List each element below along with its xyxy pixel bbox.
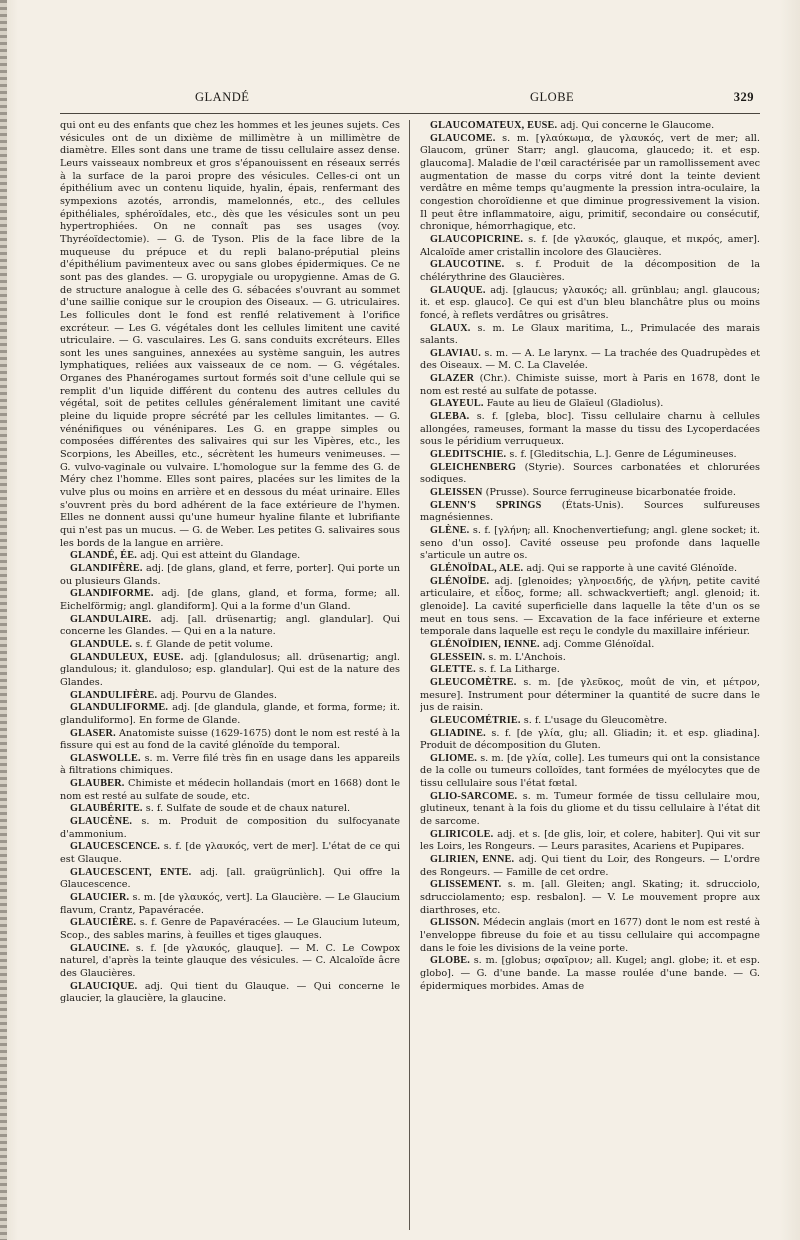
entry-definition: s. m. [γλαύκωμα, de γλαυκός, vert de mer; all. Glaucom, grüner Starr; angl. glaucoma, glaucedo; it. et esp. glaucoma]. Maladie de l'œil caractérisée par un ramollissement avec augmentation de masse du corps vitré dont la teinte devient verdâtre en même temps qu'augmente la pression intra-oculaire, la congestion choroïdienne et que diminue progressivement la vision. Il peut être inflammatoire, aigu, primitif, secondaire ou consécutif, chronique, hémorrhagique, etc. [420,132,760,233]
dictionary-entry [420,753,760,791]
entry-headword: GLESSEIN. [430,651,486,663]
dictionary-entry [420,829,760,854]
entry-definition: s. f. Sulfate de soude et de chaux naturel. [145,803,351,815]
dictionary-entry [60,652,400,690]
entry-headword: GLANDIFÈRE. [70,562,143,574]
binding-edge [0,0,7,1240]
entry-headword: GLÈNE. [430,525,470,536]
entry-definition: adj. et s. [de glis, loir, et colere, habiter]. Qui vit sur les Loirs, les Rongeurs. — Leurs parasites, Acariens et Pupipares. [420,828,760,853]
entry-definition: (Styrie). Sources carbonatées et chlorurées sodiques. [420,461,760,486]
entry-definition: (Chr.). Chimiste suisse, mort à Paris en 1678, dont le nom est resté au sulfate de potasse. [420,373,760,397]
dictionary-entry [420,854,760,879]
entry-headword: GLEISSEN [430,487,483,499]
entry-headword: GLANDIFORME. [70,588,154,600]
entry-definition: s. m. Produit de composition du sulfocyanate d'ammonium. [60,816,400,840]
entry-headword: GLANDÉ, ÉE. [70,550,138,562]
entry-headword: GLAUCESCENCE. [70,841,161,853]
dictionary-entry [420,285,760,323]
entry-headword: GLIO-SARCOME. [430,790,518,802]
entry-definition: adj. [glandulosus; all. drüsenartig; angl. glandulous; it. glanduloso; esp. glandular]. Qui est de la nature des Glandes. [60,651,400,688]
entry-definition: adj. [glaucus; γλαυκός; all. grünblau; angl. glaucous; it. et esp. glauco]. Ce qui est d'un bleu blanchâtre plus ou moins foncé, à reflets verdâtres ou grisâtres. [420,284,760,321]
entry-definition: s. m. [globus; σφαῖριον; all. Kugel; angl. globe; it. et esp. globo]. — G. d'une bande. La masse roulée d'une bande. — G. épidermiques morbides. Amas de [420,955,760,992]
dictionary-entry [420,259,760,284]
dictionary-entry [60,753,400,778]
entry-definition: s. f. [de γλαυκός, vert de mer]. L'état de ce qui est Glauque. [60,841,400,866]
entry-definition: s. m. [de γλεῦκος, moût de vin, et μέτρον, mesure]. Instrument pour déterminer la quantité de sucre dans le jus de raisin. [420,676,760,714]
entry-headword: GLAUQUE. [430,284,486,296]
dictionary-entry [60,867,400,892]
entry-definition: s. f. [de γλαυκός, glauque, et πικρός, amer]. Alcaloïde amer cristallin incolore des Glaucières. [420,233,760,258]
entry-definition: adj. Qui tient du Loir, des Rongeurs. — L'ordre des Rongeurs. — Famille de cet ordre. [420,854,760,878]
column-divider [409,120,410,1230]
dictionary-entry [60,639,400,652]
dictionary-entry [60,588,400,613]
entry-definition: s. m. Le Glaux maritima, L., Primulacée des marais salants. [420,322,760,347]
header-right-word: GLOBE [530,90,575,104]
entry-headword: GLAUCÈNE. [70,816,133,828]
entry-definition: s. m. L'Anchois. [488,651,566,663]
entry-definition: s. f. La Litharge. [478,664,560,676]
entry-headword: GLIRIEN, ENNE. [430,854,515,866]
dictionary-entry [60,614,400,639]
dictionary-entry [420,664,760,677]
dictionary-entry [420,955,760,993]
entry-headword: GLAUCOMATEUX, EUSE. [430,120,558,131]
entry-definition: s. f. [γλήνη; all. Knochenvertiefung; angl. glene socket; it. seno d'un osso]. Cavité osseuse peu profonde dans laquelle s'articule un autre os. [420,525,760,562]
entry-headword: GLAUCINE. [70,942,130,954]
dictionary-entry [420,715,760,728]
dictionary-entry [420,398,760,411]
entry-headword: GLAUCIER. [70,892,130,904]
entry-headword: GLAUCIQUE. [70,980,138,992]
entry-definition: adj. Qui concerne le Glaucome. [560,120,715,131]
entry-definition: s. m. Verre filé très fin en usage dans les appareils à filtrations chimiques. [60,752,400,777]
entry-headword: GLAZER [430,373,475,385]
entry-headword: GLANDULIFORME. [70,702,169,714]
dictionary-entry [420,563,760,576]
dictionary-entry [420,879,760,917]
dictionary-entry [420,120,760,133]
entry-definition: adj. Qui se rapporte à une cavité Glénoïde. [526,562,738,574]
entry-headword: GLÉNOÏDIEN, IENNE. [430,638,540,650]
dictionary-entry [420,348,760,373]
entry-definition: s. f. [gleba, bloc]. Tissu cellulaire charnu à cellules allongées, rameuses, formant la masse du tissu des Lycoperdacées sous le péridium verruqueux. [420,411,760,448]
entry-headword: GLISSON. [430,917,480,929]
entry-definition: Anatomiste suisse (1629-1675) dont le nom est resté à la fissure qui est au fond de la cavité glénoïde du temporal. [60,727,400,752]
entry-headword: GLAUX. [430,322,471,334]
entry-headword: GLAVIAU. [430,347,481,359]
header-rule [60,113,760,114]
entry-headword: GLOBE. [430,955,470,967]
entry-headword: GLASER. [70,727,116,739]
entry-definition: adj. [de glans, gland, et forma, forme; all. Eichelförmig; angl. glandiform]. Qui a la forme d'un Gland. [60,588,400,612]
entry-headword: GLEDITSCHIE. [430,449,507,461]
entry-headword: GLASWOLLE. [70,752,141,764]
entry-definition: s. m. [de γλία, colle]. Les tumeurs qui ont la consistance de la colle ou tumeurs colloïdes, tant formées de myélocytes que de tissu cellulaire sous l'état fœtal. [420,752,760,790]
dictionary-entry [420,525,760,563]
dictionary-entry [420,791,760,829]
entry-definition: Faute au lieu de Glaïeul (Gladiolus). [486,398,664,410]
entry-headword: GLAUCOME. [430,132,496,144]
dictionary-entry [420,411,760,449]
entry-definition: adj. [glenoides; γληνοειδής, de γλήνη, petite cavité articulaire, et εἶδος, forme; all. schwackvertieft; angl. glenoid; it. glenoide]. La cavité superficielle dans laquelle la tête d'un os se meut en tous sens. — Excavation de la face inférieure et externe temporale dans laquelle est reçu le condyle du maxillaire inférieur. [420,575,760,638]
entry-headword: GLEUCOMÉTRIE. [430,714,521,726]
dictionary-entry [60,917,400,942]
entry-headword: GLIRICOLE. [430,828,494,840]
entry-definition: adj. Qui tient du Glauque. — Qui concerne le glaucier, la glaucière, la glaucine. [60,980,400,1005]
entry-definition: s. m. [all. Gleiten; angl. Skating; it. sdrucciolo, sdrucciolamento; esp. resbalon]. — V. Le mouvement propre aux diarthroses, etc. [420,879,760,916]
entry-definition: s. f. L'usage du Gleucomètre. [523,714,668,726]
dictionary-entry [420,728,760,753]
entry-headword: GLAYEUL. [430,398,484,410]
entry-headword: GLENN'S SPRINGS [430,499,542,511]
dictionary-entry [60,803,400,816]
dictionary-entry [60,816,400,841]
entry-definition: (Prusse). Source ferrugineuse bicarbonatée froide. [485,487,736,499]
entry-definition: s. m. [de γλαυκός, vert]. La Glaucière. — Le Glaucium flavum, Crantz, Papavéracée. [60,892,400,916]
entry-definition: Médecin anglais (mort en 1677) dont le nom est resté à l'enveloppe fibreuse du foie et au tissu cellulaire qui accompagne dans le foie les divisions de la veine porte. [420,917,760,954]
entry-definition: adj. [de glandula, glande, et forma, forme; it. glanduliformo]. En forme de Glande. [60,702,400,726]
dictionary-entry [420,917,760,955]
entry-headword: GLAUBER. [70,778,125,790]
dictionary-entry [420,639,760,652]
entry-definition: adj. [all. drüsenartig; angl. glandular]. Qui concerne les Glandes. — Qui en a la nature. [60,613,400,638]
entry-definition: adj. [all. graügrünlich]. Qui offre la Glaucescence. [60,866,400,891]
entry-headword: GLANDULEUX, EUSE. [70,651,184,663]
entry-headword: GLEUCOMÈTRE. [430,676,517,688]
dictionary-entry [420,500,760,525]
entry-headword: GLIADINE. [430,727,486,739]
header-left-word: GLANDÉ [195,90,250,104]
entry-definition: Chimiste et médecin hollandais (mort en 1668) dont le nom est resté au sulfate de soude, etc. [60,778,400,802]
entry-headword: GLAUCESCENT, ENTE. [70,866,192,878]
entry-definition: s. m. — A. Le larynx. — La trachée des Quadrupèdes et des Oiseaux. — M. C. La Clavelée. [420,347,760,372]
dictionary-entry [420,323,760,348]
entry-headword: GLANDULE. [70,638,133,650]
dictionary-entry [60,728,400,753]
running-header [60,90,760,110]
entry-definition: adj. Qui est atteint du Glandage. [140,550,301,562]
dictionary-entry [60,702,400,727]
entry-headword: GLETTE. [430,664,476,676]
entry-definition: s. f. Genre de Papavéracées. — Le Glaucium luteum, Scop., des sables marins, à feuilles et tiges glauques. [60,917,400,941]
dictionary-entry [420,133,760,234]
entry-definition: adj. Comme Glénoïdal. [542,638,655,650]
entry-headword: GLÉNOÏDAL, ALE. [430,562,524,574]
dictionary-entry [420,677,760,715]
entry-definition: adj. Pourvu de Glandes. [160,689,277,701]
dictionary-entry [420,487,760,500]
left-column [60,120,400,1230]
dictionary-entry [60,841,400,866]
right-column [420,120,760,1230]
dictionary-entry [60,563,400,588]
dictionary-entry [60,892,400,917]
entry-headword: GLIOME. [430,752,477,764]
dictionary-entry [420,462,760,487]
entry-definition: s. f. [de γλία, glu; all. Gliadin; it. et esp. gliadina]. Produit de décomposition du Gluten. [420,727,760,752]
dictionary-entry [60,981,400,1006]
entry-headword: GLAUCOPICRINE. [430,233,524,245]
page-number: 329 [733,90,754,104]
entry-definition: s. f. [Gleditschia, L.]. Genre de Légumineuses. [509,449,737,461]
dictionary-entry [420,652,760,665]
entry-definition: s. m. Tumeur formée de tissu cellulaire mou, glutineux, tenant à la fois du gliome et du tissu cellulaire à l'état dit de sarcome. [420,790,760,828]
entry-definition: qui ont eu des enfants que chez les hommes et les jeunes sujets. Ces vésicules ont de un dixième de millimètre à un millimètre de diamètre. Elles sont dans une trame de tissu cellulaire assez dense. Leurs vaisseaux nombreux et gros s'épanouissent en réseaux serrés à la surface de la paroi propre des vésicules. Celles-ci ont un épithélium avec un contenu liquide, hyalin, épais, renfermant des sympexions azotés, arrondis, mamelonnés, etc., des cellules épithéliales, sphéroïdales, etc., dès que les vésicules sont un peu hypertrophiées. On ne connaît pas ses usages (voy. Thyréoïdectomie). — G. de Tyson. Plis de la face libre de la muqueuse du prépuce et du repli balano-préputial pleins d'épithélium pavimenteux avec ou sans globes épidermiques. Ce ne sont pas des glandes. — G. uropygiale ou uropygienne. Amas de G. de structure analogue à celle des G. sébacées s'ouvrant au sommet d'une saillie conique sur le croupion des Oiseaux. — G. utriculaires. Les follicules dont le fond est renflé relativement à l'orifice excréteur. — Les G. végétales dont les cellules limitent une cavité utriculaire. — G. vasculaires. Les G. sans conduits excréteurs. Elles sont les unes sanguines, annexées au système sanguin, les autres lymphatiques, reliées aux vaisseaux de ce nom. — G. végétales. Organes des Phanérogames surtout formés soit d'une cellule qui se remplit d'un liquide différent du contenu des autres cellules du végétal, soit de petites cellules généralement limitant une cavité pleine du liquide propre sécrété par les cellules limitantes. — G. vénénifiques ou vénénipares. Les G. en grappe simples ou composées différentes des salivaires qui sur les Vipères, etc., les Scorpions, les Abeilles, etc., sécrètent les humeurs venimeuses. — G. vulvo-vaginale ou vulvaire. L'homologue sur la femme des G. de Méry chez l'homme. Elles sont paires, placées sur les limites de la vulve plus ou moins en arrière et en dessous du méat urinaire. Elles s'ouvrent près du bord adhérent de la face extérieure de l'hymen. Elles ne donnent aussi qu'une humeur hyaline filante et lubrifiante qui n'est pas un mucus. — G. de Weber. Les petites G. salivaires sous les bords de la langue en arrière. [60,120,400,549]
entry-definition: s. f. Produit de la décomposition de la chélérythrine des Glaucières. [420,259,760,283]
dictionary-entry [60,690,400,703]
entry-headword: GLAUCOTINE. [430,259,505,271]
dictionary-entry [420,373,760,398]
entry-headword: GLÉNOÏDE. [430,575,490,587]
entry-headword: GLEICHENBERG [430,461,517,473]
entry-definition: (États-Unis). Sources sulfureuses magnésiennes. [420,499,760,524]
dictionary-entry [60,120,400,550]
entry-definition: adj. [de glans, gland, et ferre, porter]. Qui porte un ou plusieurs Glands. [60,562,400,587]
dictionary-entry [60,550,400,563]
dictionary-entry [420,449,760,462]
entry-headword: GLISSEMENT. [430,879,502,891]
entry-definition: s. f. Glande de petit volume. [135,638,274,650]
entry-definition: s. f. [de γλαυκός, glauque]. — M. C. Le Cowpox naturel, d'après la teinte glauque des vésicules. — C. Alcaloïde âcre des Glaucières. [60,942,400,979]
entry-headword: GLEBA. [430,411,470,423]
dictionary-entry [60,943,400,981]
dictionary-entry [420,576,760,639]
entry-headword: GLAUCIÈRE. [70,917,137,929]
entry-headword: GLAUBÉRITE. [70,803,143,815]
dictionary-entry [60,778,400,803]
dictionary-entry [420,234,760,259]
entry-headword: GLANDULAIRE. [70,613,152,625]
entry-headword: GLANDULIFÈRE. [70,689,158,701]
